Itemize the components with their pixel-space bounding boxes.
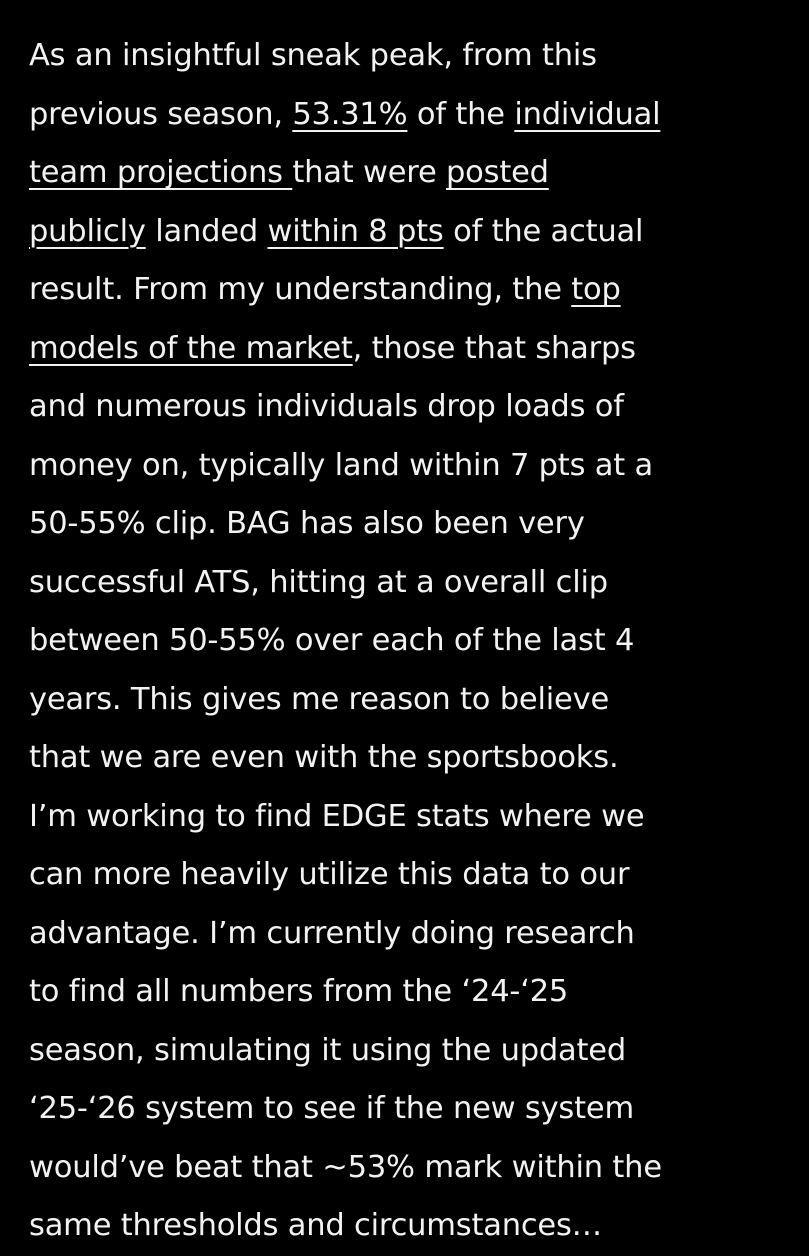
underlined-text: within 8 pts [267,213,444,249]
text-segment: would’ve beat that ~53% mark within the [29,1149,662,1185]
text-segment: that we are even with the sportsbooks. [29,740,619,775]
text-line [29,27,799,86]
text-line [29,378,799,437]
text-line [29,612,799,671]
text-line [29,846,799,905]
text-line [29,729,799,788]
text-line [29,905,799,964]
note-body [29,27,799,1256]
text-line [29,144,799,203]
text-segment: I’m working to find EDGE stats where we [29,798,645,834]
text-segment: advantage. I’m currently doing research [29,915,635,951]
text-segment: landed [145,213,268,249]
text-segment: that were [292,155,447,190]
text-line [29,788,799,847]
text-line [29,437,799,496]
text-segment: ‘25-‘26 system to see if the new system [29,1091,634,1126]
underlined-text: posted [446,155,549,190]
text-segment: between 50-55% over each of the last 4 [29,623,635,658]
text-segment: money on, typically land within 7 pts at a [29,447,653,483]
underlined-text: top [571,272,621,307]
text-line [29,963,799,1022]
text-segment: to find all numbers from the ‘24-‘25 [29,974,569,1009]
text-line [29,1022,799,1081]
underlined-text: publicly [29,213,146,249]
text-line [29,1197,799,1256]
text-segment: season, simulating it using the updated [29,1032,626,1068]
underlined-text: individual [514,96,661,132]
underlined-text: 53.31% [292,96,408,132]
text-segment: can more heavily utilize this data to our [29,857,630,892]
text-segment: successful ATS, hitting at a overall clip [29,564,608,600]
text-segment: years. This gives me reason to believe [29,681,610,717]
text-line [29,86,799,145]
text-segment: previous season, [29,96,293,132]
text-line [29,203,799,262]
text-line [29,261,799,320]
text-line [29,671,799,730]
text-line [29,1080,799,1139]
text-line [29,1139,799,1198]
text-segment: , those that sharps [352,330,636,366]
text-segment: of the [407,96,515,132]
text-segment: 50-55% clip. BAG has also been very [29,506,585,541]
text-segment: of the actual [443,213,644,249]
text-segment: result. From my understanding, the [29,272,572,307]
text-line [29,495,799,554]
text-segment: As an insightful sneak peak, from this [29,38,597,73]
text-line [29,554,799,613]
text-segment: same thresholds and circumstances… [29,1208,602,1243]
text-line [29,320,799,379]
text-segment: and numerous individuals drop loads of [29,389,624,424]
underlined-text: team projections [29,155,293,190]
underlined-text: models of the market [29,330,353,366]
